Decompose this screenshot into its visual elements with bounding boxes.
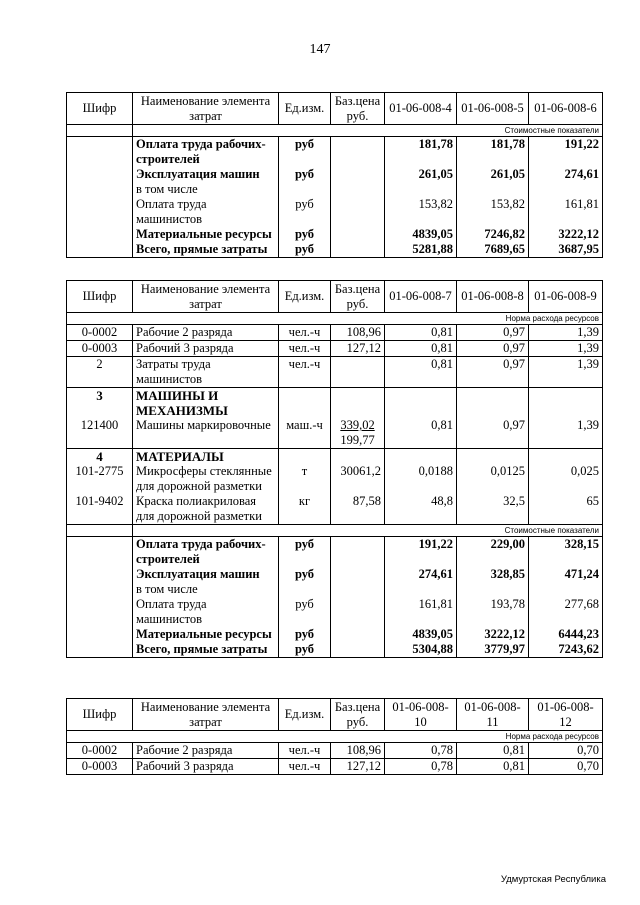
footer-region: Удмуртская Республика [500,874,606,885]
header-unit: Ед.изм. [279,281,331,313]
cost-name: Материальные ресурсы [133,227,279,242]
cost-code-cell [67,197,133,227]
material-value: 65 [529,494,603,525]
resource-value: 0,97 [457,325,529,341]
cost-unit: руб [279,567,331,582]
resource-unit: чел.-ч [279,341,331,357]
column-code: 01-06-008-10 [385,699,457,731]
cost-value [457,182,529,197]
cost-row [67,182,603,197]
resource-rows [67,325,603,388]
cost-price-cell [331,182,385,197]
cost-code-cell [67,642,133,658]
header-code: Шифр [67,93,133,125]
resource-value: 0,78 [385,759,457,775]
material-value: 0,025 [529,464,603,494]
cost-value: 191,22 [529,137,603,168]
resource-price: 108,96 [331,743,385,759]
material-value: 0,0125 [457,464,529,494]
cost-value: 181,78 [457,137,529,168]
cost-unit: руб [279,242,331,258]
header-name: Наименование элемента затрат [133,281,279,313]
cost-value: 3222,12 [457,627,529,642]
resource-value: 0,81 [457,743,529,759]
resource-unit: чел.-ч [279,325,331,341]
material-name: Краска полиакриловая для дорожной разметки [133,494,279,525]
page-number: 147 [309,42,331,57]
cost-value: 5304,88 [385,642,457,658]
cost-row [67,567,603,582]
cost-name: Оплата труда машинистов [133,597,279,627]
cost-value [385,582,457,597]
cost-code-cell [67,182,133,197]
resource-name: Затраты труда машинистов [133,357,279,388]
resource-value: 1,39 [529,357,603,388]
table-row [67,341,603,357]
cost-name: в том числе [133,182,279,197]
resource-rows [67,743,603,775]
material-code: 101-2775 [67,464,133,494]
header-name: Наименование элемента затрат [133,699,279,731]
cost-name: Всего, прямые затраты [133,642,279,658]
section-heading-row: 3 МАШИНЫ И МЕХАНИЗМЫ [67,388,603,419]
resource-value: 0,81 [385,341,457,357]
column-code: 01-06-008-6 [529,93,603,125]
column-code: 01-06-008-7 [385,281,457,313]
cost-unit: руб [279,137,331,168]
resource-price: 108,96 [331,325,385,341]
cost-value [529,582,603,597]
cost-code-cell [67,167,133,182]
resource-value: 0,81 [385,325,457,341]
estimate-table-2 [66,280,603,658]
cost-value: 4839,05 [385,227,457,242]
cost-name: Всего, прямые затраты [133,242,279,258]
cost-unit: руб [279,642,331,658]
cost-row [67,137,603,168]
cost-unit: руб [279,597,331,627]
cost-unit: руб [279,537,331,568]
cost-price-cell [331,642,385,658]
cost-value [385,182,457,197]
estimate-table-3 [66,698,603,775]
cost-value: 5281,88 [385,242,457,258]
materials-section [67,449,603,525]
cost-code-cell [67,627,133,642]
resource-price: 127,12 [331,341,385,357]
cost-value: 3222,12 [529,227,603,242]
header-code: Шифр [67,699,133,731]
cost-unit [279,582,331,597]
table-row [67,464,603,494]
cost-price-cell [331,197,385,227]
section-label-row [67,125,603,137]
cost-name: Эксплуатация машин [133,167,279,182]
cost-price-cell [331,227,385,242]
header-name: Наименование элемента затрат [133,93,279,125]
cost-rows [67,137,603,258]
resource-value: 1,39 [529,325,603,341]
cost-value: 161,81 [529,197,603,227]
material-code: 101-9402 [67,494,133,525]
resource-price [331,357,385,388]
cost-row [67,537,603,568]
norm-label: Норма расхода ресурсов [67,731,603,743]
material-unit: т [279,464,331,494]
table-header-row [67,699,603,731]
resource-unit: чел.-ч [279,743,331,759]
cost-row [67,597,603,627]
cost-row [67,627,603,642]
table-header-row [67,93,603,125]
resource-unit: чел.-ч [279,759,331,775]
cost-price-cell [331,567,385,582]
cost-value: 328,15 [529,537,603,568]
header-unit: Ед.изм. [279,93,331,125]
cost-rows [67,537,603,658]
resource-value: 0,81 [457,759,529,775]
resource-value: 0,97 [457,341,529,357]
cost-indicators-label: Стоимостные показатели [133,525,603,537]
table-row [67,743,603,759]
column-code: 01-06-008-9 [529,281,603,313]
table-row [67,494,603,525]
section-heading-row: 4 МАТЕРИАЛЫ [67,449,603,465]
cost-value [529,182,603,197]
material-value: 32,5 [457,494,529,525]
table-row [67,325,603,341]
resource-code: 0-0003 [67,759,133,775]
cost-row [67,227,603,242]
cost-row [67,582,603,597]
column-code: 01-06-008-11 [457,699,529,731]
resource-value: 0,97 [457,357,529,388]
column-code: 01-06-008-4 [385,93,457,125]
column-code: 01-06-008-12 [529,699,603,731]
cost-price-cell [331,582,385,597]
cost-price-cell [331,137,385,168]
norm-label: Норма расхода ресурсов [67,313,603,325]
header-base-price: Баз.цена руб. [331,281,385,313]
cost-value: 3687,95 [529,242,603,258]
cost-price-cell [331,597,385,627]
cost-name: в том числе [133,582,279,597]
cost-name: Оплата труда рабочих-строителей [133,137,279,168]
table-row [67,357,603,388]
cost-code-cell [67,137,133,168]
cost-value: 261,05 [385,167,457,182]
cost-value: 3779,97 [457,642,529,658]
machines-section [67,388,603,449]
cost-unit [279,182,331,197]
header-base-price: Баз.цена руб. [331,93,385,125]
cost-value: 181,78 [385,137,457,168]
resource-code: 0-0003 [67,341,133,357]
cost-code-cell [67,567,133,582]
cost-name: Оплата труда машинистов [133,197,279,227]
cost-value: 7246,82 [457,227,529,242]
section-label-row [67,731,603,743]
cost-value: 261,05 [457,167,529,182]
cost-price-cell [331,242,385,258]
resource-value: 0,81 [385,357,457,388]
resource-value: 1,39 [529,341,603,357]
header-unit: Ед.изм. [279,699,331,731]
cost-indicators-label: Стоимостные показатели [133,125,603,137]
cost-code-cell [67,242,133,258]
cost-value: 274,61 [385,567,457,582]
cost-name: Материальные ресурсы [133,627,279,642]
cost-value: 4839,05 [385,627,457,642]
cost-value: 229,00 [457,537,529,568]
resource-name: Рабочие 2 разряда [133,743,279,759]
resource-value: 0,78 [385,743,457,759]
cost-row [67,197,603,227]
material-unit: кг [279,494,331,525]
resource-value: 0,70 [529,759,603,775]
cost-code-cell [67,227,133,242]
cost-price-cell [331,167,385,182]
cost-value: 274,61 [529,167,603,182]
cost-code-cell [67,537,133,568]
resource-name: Рабочие 2 разряда [133,325,279,341]
table-row: 121400 Машины маркировочные маш.-ч 339,02 199,77 0,81 0,97 1,39 [67,418,603,449]
header-base-price: Баз.цена руб. [331,699,385,731]
cost-value: 191,22 [385,537,457,568]
table-header-row [67,281,603,313]
cost-value: 193,78 [457,597,529,627]
estimate-table-1 [66,92,603,258]
cost-code-cell [67,582,133,597]
cost-value: 7243,62 [529,642,603,658]
resource-name: Рабочий 3 разряда [133,759,279,775]
cost-row [67,167,603,182]
cost-value: 153,82 [457,197,529,227]
column-code: 01-06-008-5 [457,93,529,125]
resource-value: 0,70 [529,743,603,759]
cost-value: 6444,23 [529,627,603,642]
header-code: Шифр [67,281,133,313]
resource-name: Рабочий 3 разряда [133,341,279,357]
table-row [67,759,603,775]
material-value: 0,0188 [385,464,457,494]
resource-unit: чел.-ч [279,357,331,388]
section-label-row [67,313,603,325]
cost-value: 277,68 [529,597,603,627]
cost-row [67,642,603,658]
material-value: 48,8 [385,494,457,525]
section-label-row [67,525,603,537]
resource-code: 2 [67,357,133,388]
cost-unit: руб [279,167,331,182]
cost-name: Оплата труда рабочих-строителей [133,537,279,568]
resource-price: 127,12 [331,759,385,775]
cost-value [457,582,529,597]
material-price: 30061,2 [331,464,385,494]
cost-value: 161,81 [385,597,457,627]
cost-value: 7689,65 [457,242,529,258]
cost-value: 471,24 [529,567,603,582]
cost-unit: руб [279,627,331,642]
cost-name: Эксплуатация машин [133,567,279,582]
cost-row [67,242,603,258]
cost-price-cell [331,537,385,568]
cost-price-cell [331,627,385,642]
column-code: 01-06-008-8 [457,281,529,313]
cost-code-cell [67,597,133,627]
material-price: 87,58 [331,494,385,525]
material-name: Микросферы стеклянные для дорожной разметки [133,464,279,494]
cost-value: 153,82 [385,197,457,227]
cost-unit: руб [279,227,331,242]
resource-code: 0-0002 [67,743,133,759]
cost-value: 328,85 [457,567,529,582]
cost-unit: руб [279,197,331,227]
resource-code: 0-0002 [67,325,133,341]
